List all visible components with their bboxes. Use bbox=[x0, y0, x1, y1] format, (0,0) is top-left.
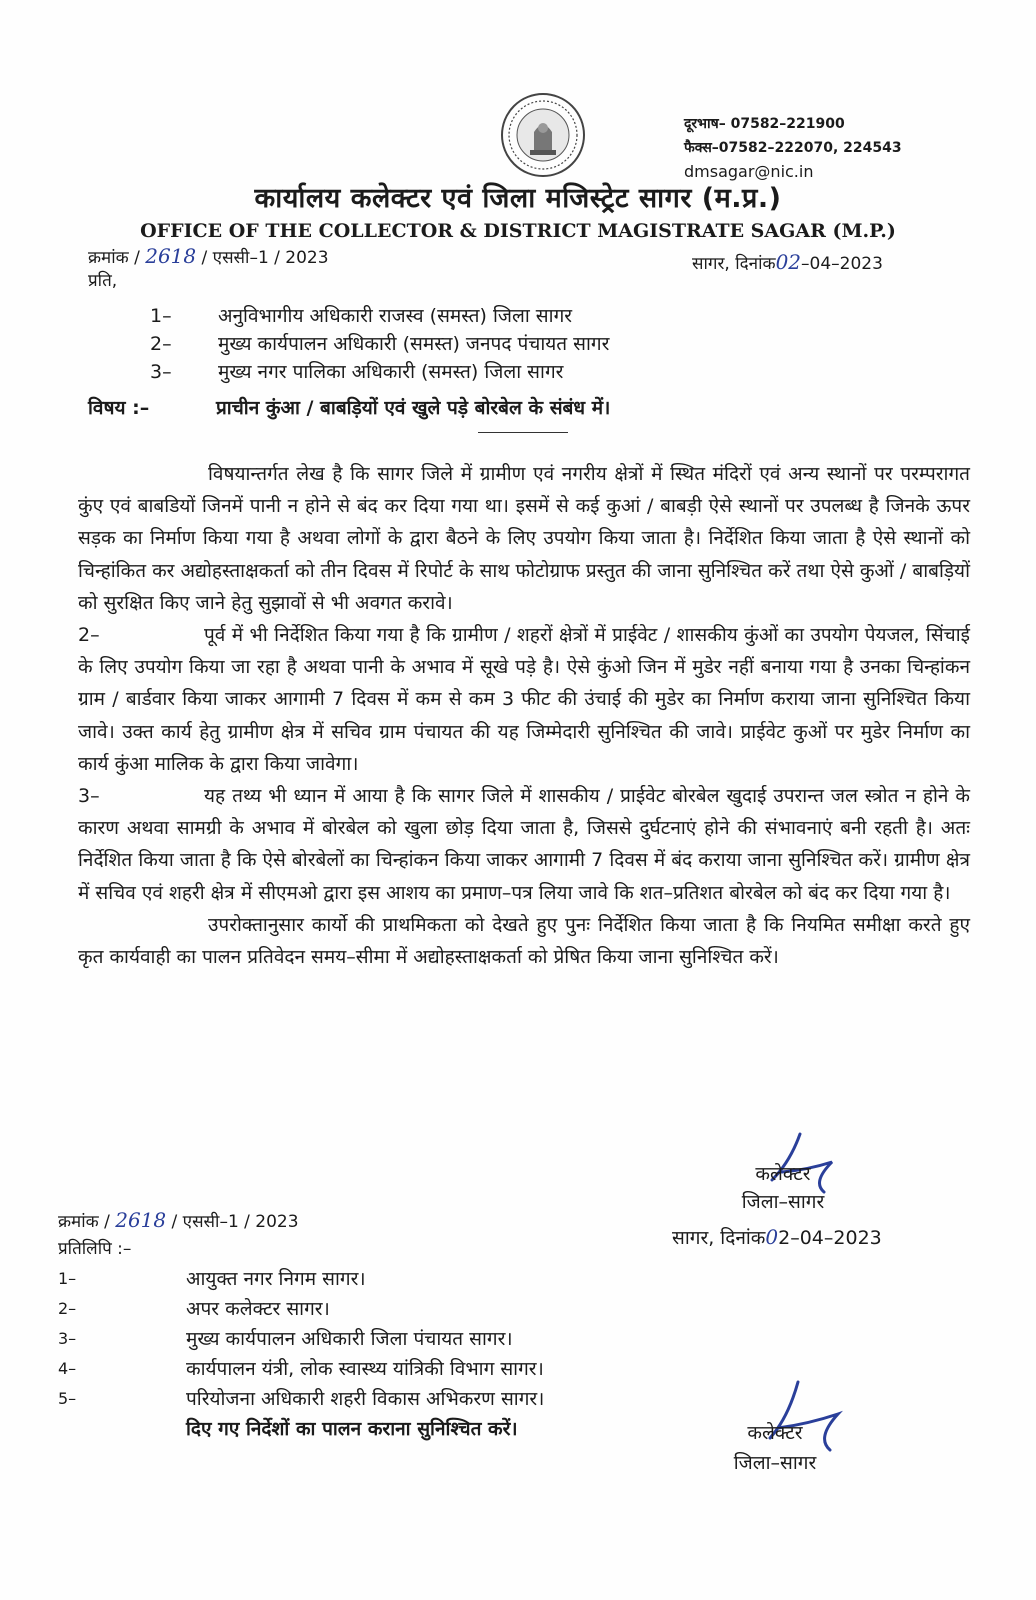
fax-number: फैक्स–07582–222070, 224543 bbox=[684, 140, 902, 156]
letter-date bbox=[692, 250, 883, 274]
recipient-list bbox=[150, 302, 609, 386]
phone-number: दूरभाष– 07582–221900 bbox=[684, 116, 845, 132]
to-label: प्रति, bbox=[88, 271, 118, 291]
list-item: 3– मुख्य नगर पालिका अधिकारी (समस्त) जिला सागर bbox=[150, 361, 564, 383]
list-item: 2– अपर कलेक्टर सागर। bbox=[58, 1298, 330, 1320]
paragraph-4: उपरोक्तानुसार कार्यो की प्राथमिकता को देखते हुए पुनः निर्देशित किया जाता है कि नियमित समीक्षा करते हुए कृत कार्यवाही का पालन प्रतिवेदन समय–सीमा में अद्योहस्ताक्षकर्ता को प्रेषित किया जाना सुनिश्चित करें। bbox=[78, 913, 970, 969]
copy-list bbox=[58, 1264, 544, 1444]
signatory-title: कलेक्टर bbox=[755, 1163, 811, 1185]
government-seal-icon bbox=[500, 92, 586, 178]
list-item: 2– मुख्य कार्यपालन अधिकारी (समस्त) जनपद पंचायत सागर bbox=[150, 333, 610, 355]
signature-date: सागर, दिनांक02–04–2023 bbox=[672, 1225, 882, 1249]
date-prefix: सागर, दिनांक bbox=[692, 254, 776, 274]
reference-number bbox=[88, 244, 329, 268]
date-rest: –04–2023 bbox=[801, 254, 883, 274]
subject-divider bbox=[478, 432, 568, 433]
paragraph-1: विषयान्तर्गत लेख है कि सागर जिले में ग्रामीण एवं नगरीय क्षेत्रों में स्थित मंदिरों एवं अन्य स्थानों पर परम्परागत कुंए एवं बाबडियों जिनमें पानी न होने से बंद कर दिया गया था। इसमें से कई कुआं / बाबड़ी ऐसे स्थानों पर उपलब्ध है जिनके ऊपर सड़क का निर्माण किया गया है अथवा लोगों के द्वारा बैठने के लिए उपयोग किया जाता है। निर्देशित किया जाता है ऐसे स्थानों को चिन्हांकित कर अद्योहस्ताक्षकर्ता को तीन दिवस में रिपोर्ट के साथ फोटोग्राफ प्रस्तुत की जाना सुनिश्चित करें तथा ऐसे कुओं / बाबड़ियों को सुरक्षित किए जाने हेतु सुझावों से भी अवगत करावे। bbox=[78, 463, 970, 614]
subject-label: विषय :– bbox=[88, 397, 150, 419]
ref-number-handwritten: 2618 bbox=[145, 244, 197, 268]
ref-suffix: / एससी–1 / 2023 bbox=[201, 248, 329, 268]
signatory-district: जिला–सागर bbox=[733, 1452, 817, 1474]
date-day-handwritten: 02 bbox=[775, 250, 802, 274]
list-item: 3– मुख्य कार्यपालन अधिकारी जिला पंचायत सागर। bbox=[58, 1328, 513, 1350]
copy-signatory-block bbox=[712, 1418, 838, 1478]
ref-prefix: क्रमांक / bbox=[88, 248, 140, 268]
subject-text: प्राचीन कुंआ / बाबड़ियों एवं खुले पड़े बोरबेल के संबंध में। bbox=[216, 397, 611, 419]
office-title-english: OFFICE OF THE COLLECTOR & DISTRICT MAGISTRATE SAGAR (M.P.) bbox=[140, 220, 896, 242]
list-item: 4– कार्यपालन यंत्री, लोक स्वास्थ्य यांत्रिकी विभाग सागर। bbox=[58, 1358, 544, 1380]
list-item: 1– अनुविभागीय अधिकारी राजस्व (समस्त) जिला सागर bbox=[150, 305, 573, 327]
letter-body bbox=[78, 458, 970, 973]
copy-reference-number: क्रमांक / 2618 / एससी–1 / 2023 bbox=[58, 1208, 299, 1232]
paragraph-2: 2– पूर्व में भी निर्देशित किया गया है कि ग्रामीण / शहरों क्षेत्रों में प्राईवेट / शासकीय कुंओं का उपयोग पेयजल, सिंचाई के लिए उपयोग किया जा रहा है अथवा पानी के अभाव में सूखे पड़े है। ऐसे कुंओ जिन में मुडेर नहीं बनाया गया है उनका चिन्हांकन ग्राम / बार्डवार किया जाकर आगामी 7 दिवस में कम से कम 3 फीट की उंचाई की मुडेर का निर्माण कराया जाना सुनिश्चित किया जावे। उक्त कार्य हेतु ग्रामीण क्षेत्र में सचिव ग्राम पंचायत की यह जिम्मेदारी सुनिश्चित की जावे। प्राईवेट कुओं पर मुडेर निर्माण का कार्य कुंआ मालिक के द्वारा किया जावेगा। bbox=[78, 624, 970, 775]
email-address: dmsagar@nic.in bbox=[684, 162, 814, 181]
office-title-hindi: कार्यालय कलेक्टर एवं जिला मजिस्ट्रेट सागर (म.प्र.) bbox=[254, 183, 782, 214]
signatory-district: जिला–सागर bbox=[741, 1191, 825, 1213]
paragraph-3: 3– यह तथ्य भी ध्यान में आया है कि सागर जिले में शासकीय / प्राईवेट बोरबेल खुदाई उपरान्त जल स्त्रोत न होने के कारण अथवा सामग्री के अभाव में बोरबेल को खुला छोड़ दिया जाता है, जिससे दुर्घटनाएं होने की संभावनाएं बनी रहती है। अतः निर्देशित किया जाता है कि ऐसे बोरबेलों का चिन्हांकन किया जाकर आगामी 7 दिवस में बंद कराया जाना सुनिश्चित करें। ग्रामीण क्षेत्र में सचिव एवं शहरी क्षेत्र में सीएमओ द्वारा इस आशय का प्रमाण–पत्र लिया जावे कि शत–प्रतिशत बोरबेल को बंद कर दिया गया है। bbox=[78, 785, 970, 904]
copy-ref-number-handwritten: 2618 bbox=[115, 1208, 167, 1232]
closing-instruction: दिए गए निर्देशों का पालन कराना सुनिश्चित करें। bbox=[186, 1418, 518, 1440]
contact-block bbox=[684, 112, 902, 184]
list-item: 1– आयुक्त नगर निगम सागर। bbox=[58, 1268, 366, 1290]
copy-label: प्रतिलिपि :– bbox=[58, 1239, 132, 1259]
subject-line bbox=[88, 394, 610, 420]
signatory-title: कलेक्टर bbox=[747, 1422, 803, 1444]
signatory-block bbox=[728, 1160, 838, 1216]
list-item: 5– परियोजना अधिकारी शहरी विकास अभिकरण सागर। bbox=[58, 1388, 545, 1410]
